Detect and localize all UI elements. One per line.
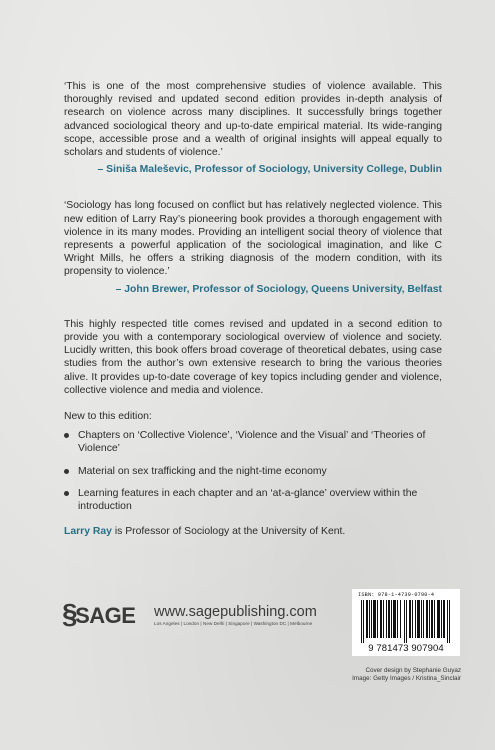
publisher-cities: Los Angeles | London | New Delhi | Singapore | Washington DC | Melbourne — [154, 621, 313, 626]
barcode-bars-icon — [360, 600, 452, 643]
sage-logo-text: SAGE — [75, 603, 136, 628]
list-item — [64, 487, 442, 513]
author-name: Larry Ray — [64, 526, 112, 538]
bullet-icon — [64, 433, 69, 438]
list-item-text: Learning features in each chapter and an ‘at-a-glance’ overview within the introduction — [78, 487, 418, 513]
barcode — [352, 589, 460, 656]
review-attribution-2: – John Brewer, Professor of Sociology, Queens University, Belfast — [115, 283, 442, 295]
review-quote-2: ‘Sociology has long focused on conflict but has relatively neglected violence. This new edition of Larry Ray’s pioneering book provides a thorough engagement with violence in its many modes. Providing an intelligent social theory of violence that represents a powerful application of the sociological imagination, and like C Wright Mills, he offers a striking diagnosis of the modern condition, with its propensity to violence.’ — [64, 200, 442, 278]
sage-logo — [62, 598, 136, 629]
author-bio — [64, 525, 442, 538]
new-edition-list — [64, 429, 442, 513]
new-edition-heading: New to this edition: — [64, 411, 152, 423]
cover-credits — [352, 667, 461, 683]
barcode-digits: 9 781473 907904 — [368, 643, 444, 654]
book-description: This highly respected title comes revised and updated in a second edition to provide you with a contemporary sociological overview of violence and society. Lucidly written, this book offers broad coverage of theoretical debates, using case studies from the author’s own extensive research to bring the various theories alive. It provides up-to-date coverage of key topics including gender and violence, collective violence and media and violence. — [64, 318, 442, 396]
review-quote-1: ‘This is one of the most comprehensive studies of violence available. This thoroughly revised and updated second edition provides in-depth analysis of research on violence across many disciplines. It successfully brings together advanced sociological theory and up-to-date empirical material. Its wide-ranging scope, accessible prose and a wealth of original insights will appeal equally to scholars and students of violence.’ — [64, 81, 442, 159]
sage-s-mark-icon: § — [62, 598, 78, 629]
list-item — [64, 465, 442, 478]
image-credit: Image: Getty Images / Kristina_Sinclair — [352, 674, 461, 682]
publisher-url[interactable]: www.sagepublishing.com — [154, 604, 317, 620]
review-attribution-1: – Siniša Maleševic, Professor of Sociology, University College, Dublin — [97, 164, 442, 176]
author-bio-text: is Professor of Sociology at the University of Kent. — [111, 526, 346, 538]
isbn-label: ISBN: 978-1-4739-0790-4 — [358, 592, 435, 598]
cover-design-credit: Cover design by Stephanie Guyaz — [365, 667, 461, 674]
bullet-icon — [64, 491, 69, 496]
publisher-block — [62, 598, 322, 632]
list-item-text: Material on sex trafficking and the night-time economy — [78, 465, 327, 477]
cover-text — [64, 80, 442, 538]
bullet-icon — [64, 469, 69, 474]
list-item — [64, 429, 442, 455]
list-item-text: Chapters on ‘Collective Violence’, ‘Violence and the Visual’ and ‘Theories of Violence’ — [78, 430, 426, 455]
